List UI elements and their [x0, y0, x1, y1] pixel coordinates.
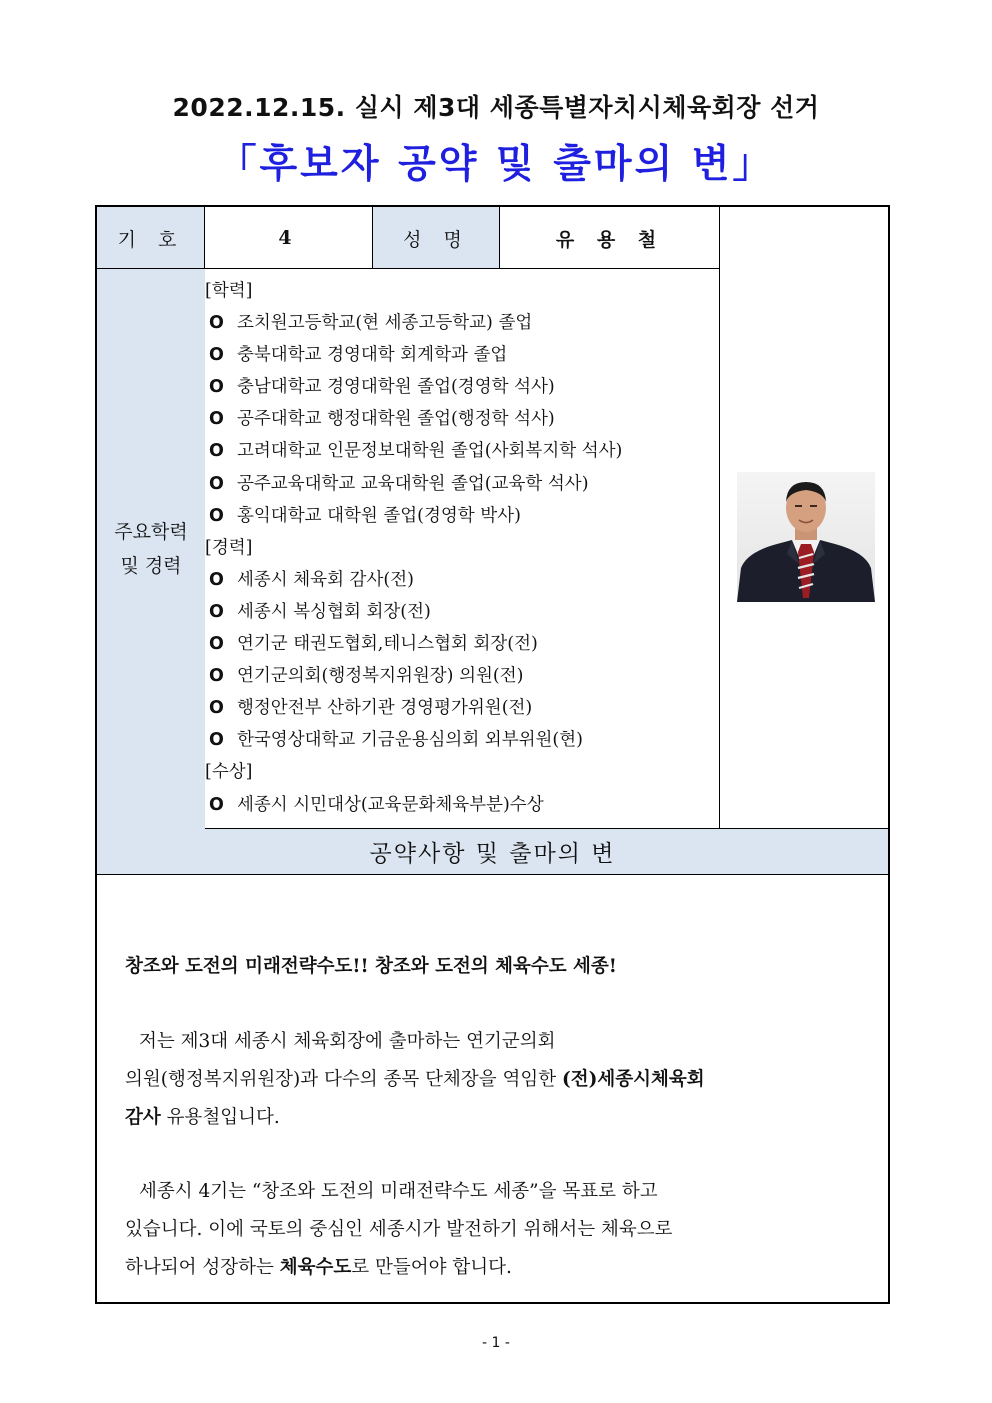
- career-heading: [경력]: [205, 537, 253, 558]
- list-item: O 홍익대학교 대학원 졸업(경영학 박사): [205, 500, 720, 532]
- grid-line: [372, 207, 373, 269]
- bullet-icon: O: [209, 473, 224, 494]
- document-subtitle: 「후보자 공약 및 출마의 변」: [217, 142, 775, 187]
- list-item: O 세종시 체육회 감사(전): [205, 564, 720, 596]
- name-label: 성 명: [373, 207, 500, 269]
- awards-heading: [수상]: [205, 762, 253, 783]
- list-item: O 연기군의회(행정복지위원장) 의원(전): [205, 660, 720, 692]
- bullet-icon: O: [209, 794, 224, 815]
- list-item: O 한국영상대학교 기금운용심의회 외부위원(현): [205, 724, 720, 756]
- number-label: 기 호: [97, 207, 205, 269]
- bullet-icon: O: [209, 569, 224, 590]
- paragraph: 세종시 4기는 “창조와 도전의 미래전략수도 세종”을 목표로 하고 있습니다. 이에 국토의 중심인 세종시가 발전하기 위해서는 체육으로 하나되어 성장하는 체육수도로 만들어야 합니다.: [125, 1181, 673, 1278]
- statement-body: [125, 947, 860, 1287]
- candidate-table: [95, 205, 890, 1304]
- list-item: O 연기군 태권도협회,테니스협회 회장(전): [205, 628, 720, 660]
- name-value: 유 용 철: [555, 228, 665, 251]
- bullet-icon: O: [209, 441, 224, 462]
- list-item: O 고려대학교 인문정보대학원 졸업(사회복지학 석사): [205, 435, 720, 467]
- list-item: O 공주교육대학교 교육대학원 졸업(교육학 석사): [205, 468, 720, 500]
- grid-line: [499, 207, 500, 269]
- history-label-line1: 주요학력: [114, 521, 188, 543]
- bullet-icon: O: [209, 698, 224, 719]
- history-label: [97, 269, 205, 829]
- history-label-line2: 및 경력: [120, 555, 182, 577]
- page-number: - 1 -: [482, 1335, 510, 1351]
- bullet-icon: O: [209, 313, 224, 334]
- list-item: O 세종시 시민대상(교육문화체육부분)수상: [205, 789, 720, 821]
- bullet-icon: O: [209, 505, 224, 526]
- bullet-icon: O: [209, 634, 224, 655]
- candidate-photo: [737, 472, 875, 602]
- number-value: 4: [278, 227, 300, 249]
- list-item: O 세종시 복싱협회 회장(전): [205, 596, 720, 628]
- election-title: 2022.12.15. 실시 제3대 세종특별자치시체육회장 선거: [172, 93, 820, 122]
- paragraph: 저는 제3대 세종시 체육회장에 출마하는 연기군의회 의원(행정복지위원장)과 다수의 종목 단체장을 역임한 (전)세종시체육회 감사 유용철입니다.: [125, 1031, 705, 1128]
- list-item: O 충북대학교 경영대학 회계학과 졸업: [205, 339, 720, 371]
- list-item: O 행정안전부 산하기관 경영평가위원(전): [205, 692, 720, 724]
- list-item: O 충남대학교 경영대학원 졸업(경영학 석사): [205, 371, 720, 403]
- history-list: [205, 275, 720, 821]
- bullet-icon: O: [209, 730, 224, 751]
- bullet-icon: O: [209, 601, 224, 622]
- bullet-icon: O: [209, 409, 224, 430]
- list-item: O 조치원고등학교(현 세종고등학교) 졸업: [205, 307, 720, 339]
- bullet-icon: O: [209, 345, 224, 366]
- section-title: 공약사항 및 출마의 변: [97, 829, 888, 874]
- slogan: 창조와 도전의 미래전략수도!! 창조와 도전의 체육수도 세종!: [125, 956, 617, 977]
- grid-line: [97, 874, 888, 875]
- list-item: O 공주대학교 행정대학원 졸업(행정학 석사): [205, 403, 720, 435]
- education-heading: [학력]: [205, 281, 253, 301]
- bullet-icon: O: [209, 377, 224, 398]
- portrait-icon: [737, 472, 875, 602]
- bullet-icon: O: [209, 666, 224, 687]
